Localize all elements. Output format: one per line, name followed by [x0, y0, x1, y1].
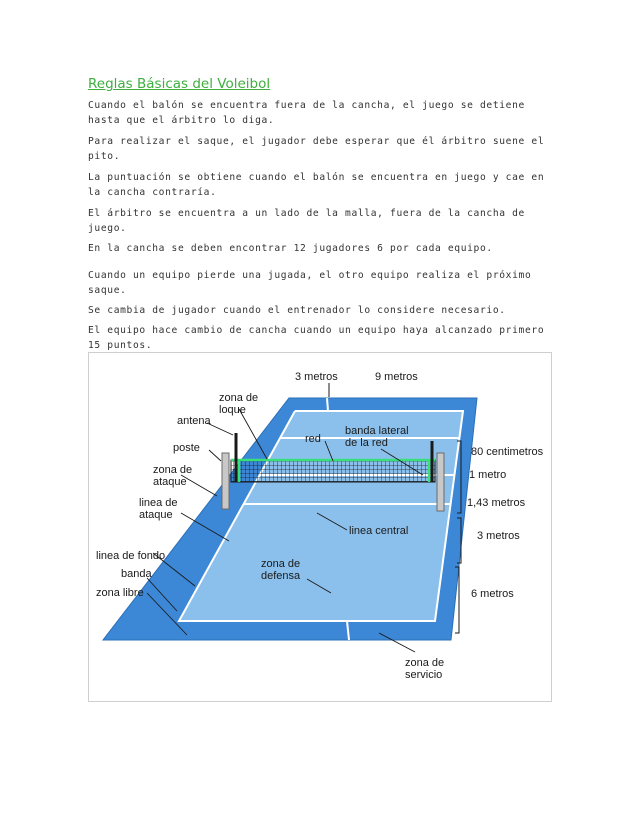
rule-paragraph: El árbitro se encuentra a un lado de la malla, fuera de la cancha de juego.: [88, 208, 525, 234]
rule-paragraph: Se cambia de jugador cuando el entrenador lo considere necesario.: [88, 305, 506, 316]
rule-paragraph: El equipo hace cambio de cancha cuando un equipo haya alcanzado primero 15 puntos.: [88, 325, 545, 351]
label-1-metro: 1 metro: [469, 469, 507, 481]
rule-paragraph: Cuando el balón se encuentra fuera de la cancha, el juego se detiene hasta que el árbitro lo diga.: [88, 100, 525, 126]
label-red: red: [305, 433, 321, 445]
post-right: [437, 453, 444, 511]
label-linea-ataque-1: linea de: [139, 497, 178, 509]
label-linea-central: linea central: [349, 525, 409, 537]
label-linea-ataque-2: ataque: [139, 509, 173, 521]
label-zona-de-loque-1: zona de: [219, 392, 259, 404]
rule-paragraph: En la cancha se deben encontrar 12 jugadores 6 por cada equipo.: [88, 243, 493, 254]
label-9-metros: 9 metros: [375, 371, 418, 383]
label-3-metros-top: 3 metros: [295, 371, 338, 383]
label-80-centimetros: 80 centimetros: [471, 446, 544, 458]
label-zona-defensa-2: defensa: [261, 570, 301, 582]
label-zona-ataque-1: zona de: [153, 464, 193, 476]
label-6-metros: 6 metros: [471, 588, 514, 600]
label-zona-ataque-2: ataque: [153, 476, 187, 488]
post-left: [222, 453, 229, 509]
rule-paragraph: La puntuación se obtiene cuando el balón se encuentra en juego y cae en la cancha contraría.: [88, 172, 545, 198]
label-banda-lateral-1: banda lateral: [345, 425, 409, 437]
page-title: Reglas Básicas del Voleibol: [88, 76, 271, 92]
rule-paragraph: Para realizar el saque, el jugador debe esperar que él árbitro suene el pito.: [88, 136, 545, 162]
label-linea-de-fondo: linea de fondo: [96, 550, 166, 562]
label-zona-de-loque-2: loque: [219, 404, 246, 416]
label-banda: banda: [121, 568, 152, 580]
label-poste: poste: [173, 442, 200, 454]
volleyball-court-diagram: [88, 352, 552, 702]
label-zona-servicio-2: servicio: [405, 669, 443, 681]
label-zona-defensa-1: zona de: [261, 558, 301, 570]
rule-paragraph: Cuando un equipo pierde una jugada, el otro equipo realiza el próximo saque.: [88, 270, 532, 296]
label-antena: antena: [177, 415, 211, 427]
label-1-43-metros: 1,43 metros: [467, 497, 526, 509]
label-zona-servicio-1: zona de: [405, 657, 445, 669]
service-mark: [327, 398, 328, 411]
label-zona-libre: zona libre: [96, 587, 144, 599]
label-banda-lateral-2: de la red: [345, 437, 388, 449]
court-svg: [89, 353, 551, 701]
label-3-metros-side: 3 metros: [477, 530, 520, 542]
